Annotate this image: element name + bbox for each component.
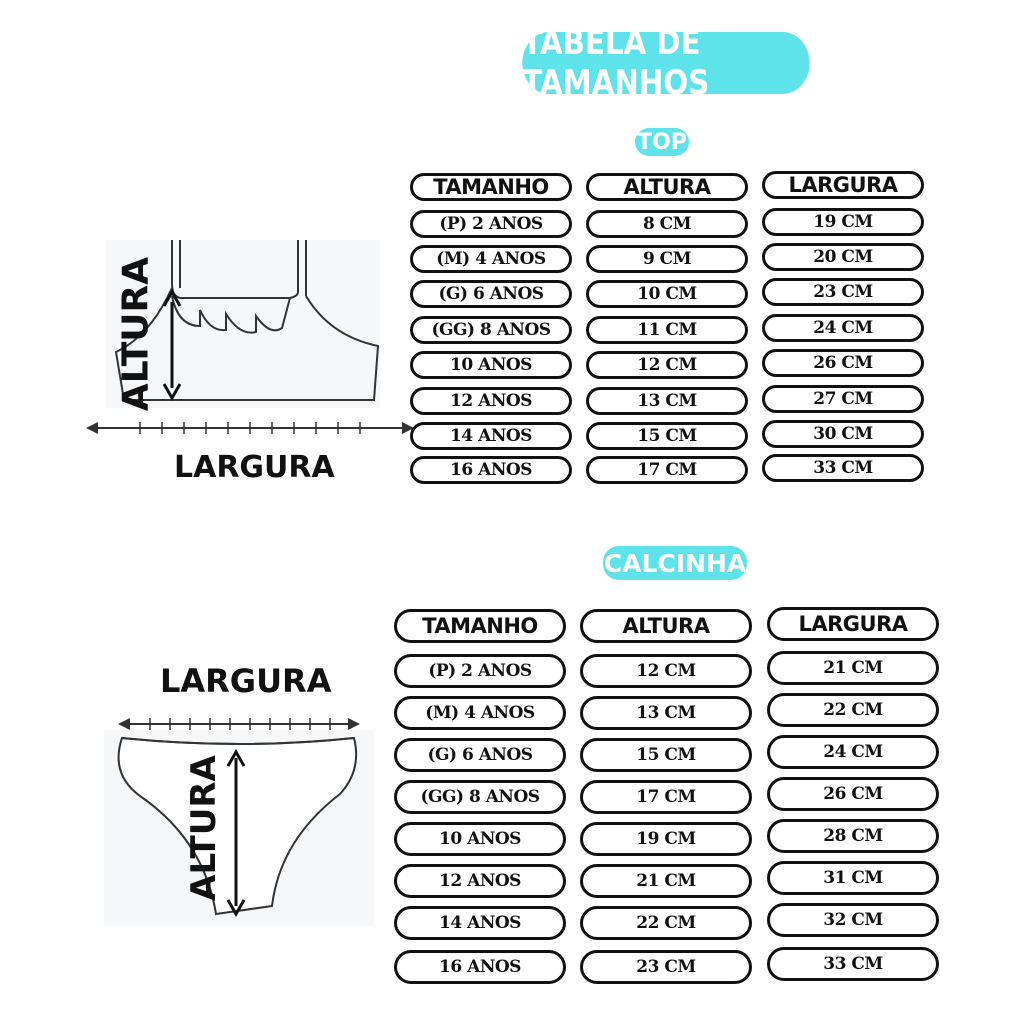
calcinha-cell-largura: 22 CM [767, 693, 939, 727]
calcinha-cell-altura: 12 CM [580, 654, 752, 688]
top-cell-largura: 26 CM [762, 349, 924, 377]
top-cell-largura: 19 CM [762, 208, 924, 236]
top-cell-altura: 10 CM [586, 280, 748, 308]
top-cell-altura: 11 CM [586, 316, 748, 344]
section-label-top: TOP [635, 128, 689, 156]
calcinha-cell-tamanho: (G) 6 ANOS [394, 738, 566, 772]
calcinha-cell-tamanho: 12 ANOS [394, 864, 566, 898]
calcinha-cell-tamanho: (GG) 8 ANOS [394, 780, 566, 814]
section-label-calcinha: CALCINHA [603, 546, 747, 580]
top-cell-altura: 8 CM [586, 210, 748, 238]
top-cell-tamanho: (GG) 8 ANOS [410, 316, 572, 344]
calcinha-cell-largura: 28 CM [767, 819, 939, 853]
calcinha-header-tamanho: TAMANHO [394, 609, 566, 643]
calcinha-cell-tamanho: (M) 4 ANOS [394, 696, 566, 730]
top-cell-tamanho: (M) 4 ANOS [410, 245, 572, 273]
top-header-largura: LARGURA [762, 171, 924, 199]
page-title: TABELA DE TAMANHOS [522, 32, 809, 94]
calcinha-cell-largura: 24 CM [767, 735, 939, 769]
calcinha-cell-altura: 21 CM [580, 864, 752, 898]
top-cell-tamanho: 14 ANOS [410, 422, 572, 450]
top-cell-tamanho: 10 ANOS [410, 351, 572, 379]
top-cell-altura: 13 CM [586, 387, 748, 415]
top-cell-altura: 17 CM [586, 456, 748, 484]
top-cell-tamanho: (G) 6 ANOS [410, 280, 572, 308]
top-header-tamanho: TAMANHO [410, 173, 572, 201]
calcinha-cell-altura: 17 CM [580, 780, 752, 814]
calcinha-cell-largura: 31 CM [767, 861, 939, 895]
top-cell-largura: 23 CM [762, 278, 924, 306]
top-cell-tamanho: (P) 2 ANOS [410, 210, 572, 238]
top-cell-largura: 30 CM [762, 420, 924, 448]
top-header-altura: ALTURA [586, 173, 748, 201]
calcinha-width-label: LARGURA [160, 662, 332, 700]
top-cell-tamanho: 16 ANOS [410, 456, 572, 484]
top-cell-tamanho: 12 ANOS [410, 387, 572, 415]
calcinha-height-label: ALTURA [184, 755, 224, 901]
top-cell-largura: 20 CM [762, 243, 924, 271]
calcinha-header-altura: ALTURA [580, 609, 752, 643]
calcinha-diagram [100, 710, 380, 930]
calcinha-cell-largura: 32 CM [767, 903, 939, 937]
calcinha-cell-tamanho: 10 ANOS [394, 822, 566, 856]
calcinha-cell-altura: 15 CM [580, 738, 752, 772]
top-cell-altura: 15 CM [586, 422, 748, 450]
calcinha-cell-tamanho: 14 ANOS [394, 906, 566, 940]
top-cell-largura: 33 CM [762, 454, 924, 482]
top-cell-altura: 12 CM [586, 351, 748, 379]
top-cell-altura: 9 CM [586, 245, 748, 273]
calcinha-garment-illustration [100, 710, 380, 930]
calcinha-header-largura: LARGURA [767, 607, 939, 641]
calcinha-cell-tamanho: 16 ANOS [394, 950, 566, 984]
top-cell-largura: 24 CM [762, 314, 924, 342]
calcinha-cell-altura: 22 CM [580, 906, 752, 940]
calcinha-cell-altura: 13 CM [580, 696, 752, 730]
calcinha-cell-altura: 23 CM [580, 950, 752, 984]
top-cell-largura: 27 CM [762, 385, 924, 413]
calcinha-cell-largura: 26 CM [767, 777, 939, 811]
calcinha-cell-altura: 19 CM [580, 822, 752, 856]
calcinha-cell-largura: 21 CM [767, 651, 939, 685]
calcinha-cell-largura: 33 CM [767, 947, 939, 981]
top-height-label: ALTURA [115, 256, 157, 412]
top-width-label: LARGURA [174, 450, 335, 485]
calcinha-cell-tamanho: (P) 2 ANOS [394, 654, 566, 688]
